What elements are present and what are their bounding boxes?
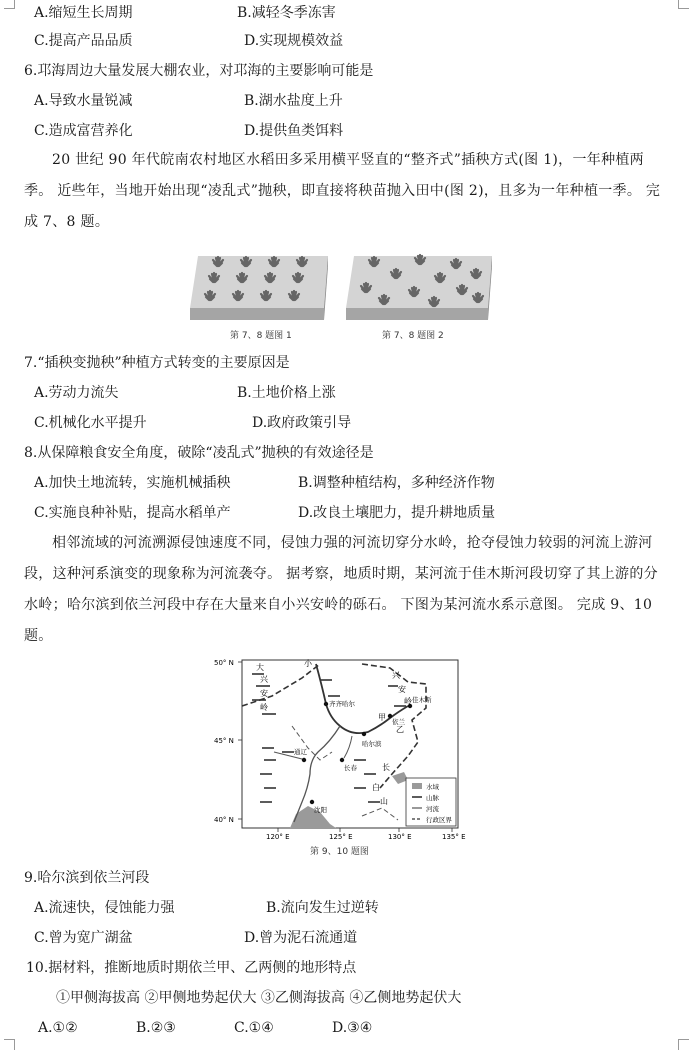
- figure-1-caption: 第 7、8 题图 1: [230, 331, 292, 341]
- rice-planting-figures: [188, 244, 500, 344]
- figure-2-caption: 第 7、8 题图 2: [382, 331, 444, 341]
- q5-option-b: B.减轻冬季冻害: [237, 5, 336, 21]
- city-qiqihar: 齐齐哈尔: [329, 700, 355, 708]
- q10-statements: ①甲侧海拔高 ②甲侧地势起伏大 ③乙侧海拔高 ④乙侧地势起伏大: [56, 990, 462, 1006]
- marker-jia: 甲: [378, 713, 386, 722]
- river-map-svg: [212, 656, 474, 856]
- passage-river-capture: 相邻流域的河流溯源侵蚀速度不同，侵蚀力强的河流切穿分水岭，抢夺侵蚀力较弱的河流上游河段，这种河系演变的现象称为河流袭夺。 据考察，地质时期，某河流于佳木斯河段切穿了其上游的分水岭；哈尔滨到依兰河段中存在大量来自小兴安岭的砾石。 下图为某河流水系示意图。 完成 9、10 题。: [24, 535, 658, 644]
- q7-option-b: B.土地价格上涨: [237, 385, 336, 401]
- city-changchun: 长春: [344, 764, 357, 772]
- q9-option-b: B.流向发生过逆转: [266, 900, 379, 916]
- corner-mark-top-right: [678, 0, 689, 9]
- map-legend: [406, 778, 456, 826]
- svg-text:河流: 河流: [426, 805, 439, 813]
- corner-mark-bottom-right: [678, 1039, 689, 1050]
- figure-2-field: [346, 255, 492, 320]
- lon-label-130: 130° E: [388, 833, 412, 841]
- q7-stem: 7.“插秧变抛秧”种植方式转变的主要原因是: [24, 355, 290, 371]
- river-system-map: [212, 656, 474, 856]
- q8-stem: 8.从保障粮食安全角度，破除“凌乱式”抛秧的有效途径是: [24, 445, 374, 461]
- q8-option-d: D.改良土壤肥力，提升耕地质量: [298, 505, 496, 521]
- svg-text:水域: 水域: [426, 783, 439, 791]
- svg-text:山脉: 山脉: [426, 794, 439, 802]
- svg-text:行政区界: 行政区界: [426, 816, 452, 824]
- q6-option-c: C.造成富营养化: [34, 123, 133, 139]
- q6-option-d: D.提供鱼类饵料: [244, 123, 344, 139]
- lat-label-45: 45° N: [214, 737, 234, 745]
- q6-stem: 6.邛海周边大量发展大棚农业，对邛海的主要影响可能是: [24, 63, 374, 79]
- lon-label-125: 125° E: [329, 833, 353, 841]
- city-tongliao: 通辽: [294, 748, 307, 756]
- svg-text:安: 安: [398, 685, 406, 694]
- svg-text:白: 白: [372, 783, 380, 792]
- city-harbin: 哈尔滨: [362, 740, 382, 748]
- figure-1-field: [190, 256, 328, 320]
- q5-option-d: D.实现规模效益: [244, 33, 344, 49]
- map-caption: 第 9、10 题图: [310, 847, 369, 857]
- q6-option-b: B.湖水盐度上升: [244, 93, 343, 109]
- lat-label-40: 40° N: [214, 816, 234, 824]
- q10-option-b: B.②③: [136, 1020, 176, 1036]
- q7-option-a: A.劳动力流失: [34, 385, 119, 401]
- q10-option-c: C.①④: [234, 1020, 274, 1036]
- q5-option-c: C.提高产品品质: [34, 33, 133, 49]
- svg-text:岭: 岭: [260, 703, 268, 712]
- q7-option-d: D.政府政策引导: [252, 415, 352, 431]
- q9-option-a: A.流速快，侵蚀能力强: [34, 900, 175, 916]
- svg-text:长: 长: [382, 763, 390, 772]
- svg-text:兴: 兴: [260, 675, 268, 684]
- corner-mark-bottom-left: [4, 1039, 15, 1050]
- city-shenyang: 沈阳: [314, 806, 327, 814]
- svg-text:山: 山: [380, 797, 388, 806]
- lat-label-50: 50° N: [214, 659, 234, 667]
- q10-option-d: D.③④: [332, 1020, 373, 1036]
- q5-option-a: A.缩短生长周期: [34, 5, 133, 21]
- q8-option-c: C.实施良种补贴，提高水稻单产: [34, 505, 231, 521]
- svg-text:大: 大: [256, 663, 264, 672]
- marker-yi: 乙: [396, 725, 404, 734]
- q9-stem: 9.哈尔滨到依兰河段: [24, 870, 150, 886]
- q6-option-a: A.导致水量锐减: [34, 93, 133, 109]
- q10-option-a: A.①②: [38, 1020, 78, 1036]
- q8-option-a: A.加快土地流转，实施机械插秧: [34, 475, 231, 491]
- svg-text:小: 小: [304, 659, 312, 668]
- q7-option-c: C.机械化水平提升: [34, 415, 147, 431]
- city-yilan: 依兰: [392, 718, 405, 726]
- q9-option-d: D.曾为泥石流通道: [244, 930, 358, 946]
- passage-rice-planting: 20 世纪 90 年代皖南农村地区水稻田多采用横平竖直的“整齐式”插秧方式(图 1)，一年种植两季。 近些年，当地开始出现“凌乱式”抛秧，即直接将秧苗抛入田中(图 2)，且多为一年种植一季。 完成 7、8 题。: [24, 152, 661, 230]
- svg-text:安: 安: [260, 689, 268, 698]
- svg-text:兴: 兴: [392, 671, 400, 680]
- svg-text:岭: 岭: [404, 697, 412, 706]
- lon-label-135: 135° E: [442, 833, 466, 841]
- q9-option-c: C.曾为宽广湖盆: [34, 930, 133, 946]
- q10-stem: 10.据材料，推断地质时期依兰甲、乙两侧的地形特点: [26, 960, 357, 976]
- city-jiamusi: 佳木斯: [412, 696, 432, 704]
- lon-label-120: 120° E: [266, 833, 290, 841]
- corner-mark-top-left: [4, 0, 15, 9]
- q8-option-b: B.调整种植结构，多种经济作物: [298, 475, 495, 491]
